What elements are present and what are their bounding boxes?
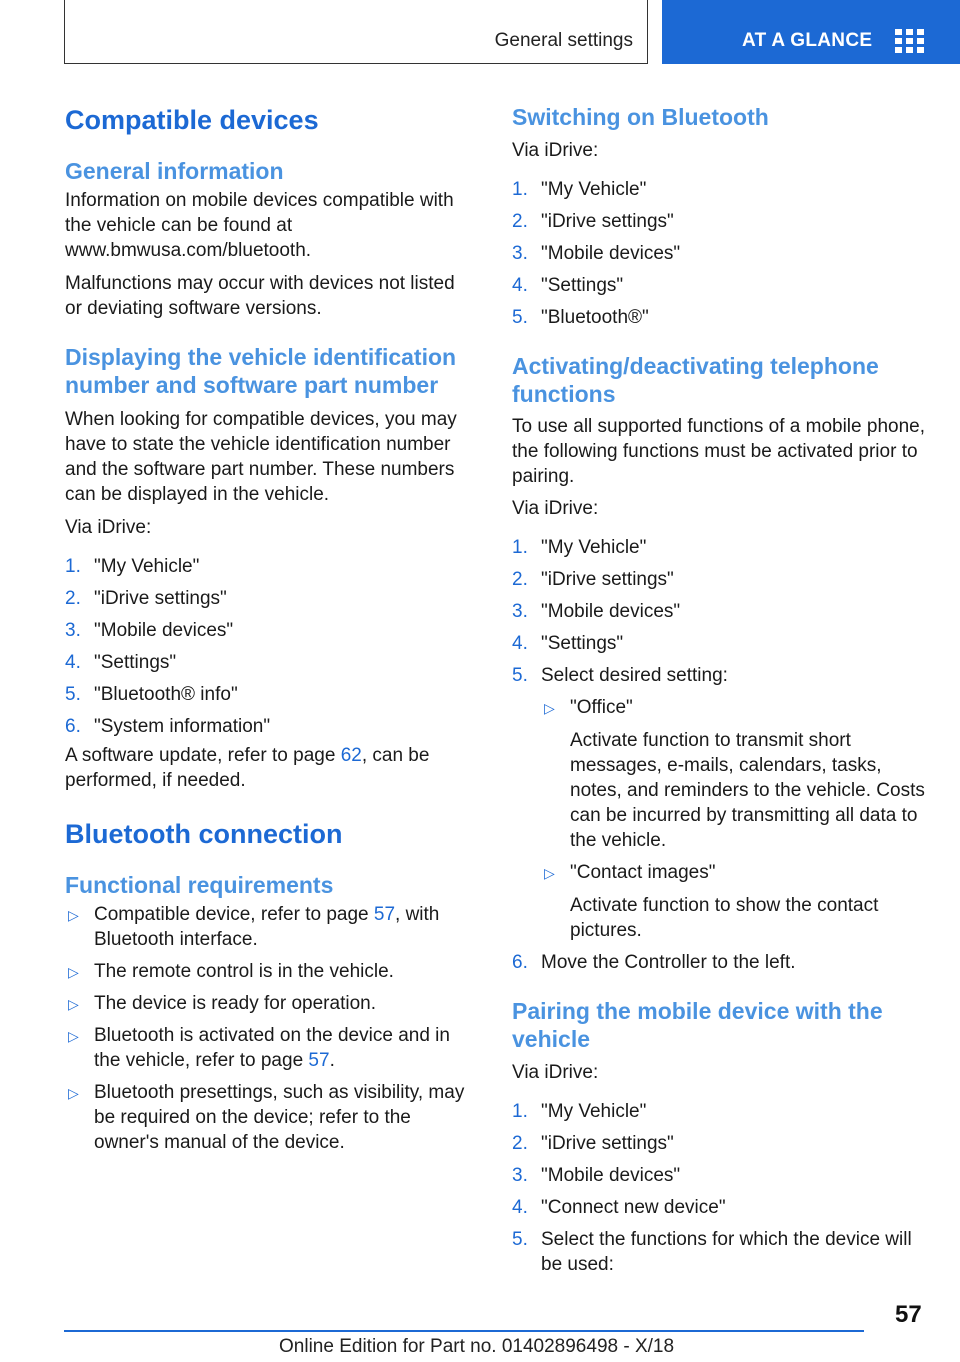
triangle-bullet-icon: ▷ xyxy=(68,1028,79,1044)
settings-sublist xyxy=(512,695,930,943)
step-number: 4. xyxy=(512,1197,528,1218)
step-text: "iDrive settings" xyxy=(94,588,227,609)
step-text: "Settings" xyxy=(541,275,624,296)
req-text: , with Bluetooth interface. xyxy=(94,904,440,950)
step-number: 2. xyxy=(512,1133,528,1154)
step-number: 3. xyxy=(65,620,81,641)
list-item xyxy=(512,599,930,624)
contact-images-description: Activate function to show the contact pictures. xyxy=(570,895,879,941)
right-column xyxy=(512,100,930,1284)
step-number: 5. xyxy=(512,1229,528,1250)
step-number: 3. xyxy=(512,601,528,622)
req-text: . xyxy=(329,1050,335,1071)
vin-heading: Displaying the vehicle identification number and software part number xyxy=(65,344,457,398)
step-number: 2. xyxy=(512,211,528,232)
requirements-list xyxy=(65,902,475,1155)
list-item xyxy=(65,586,475,611)
via-idrive-label: Via iDrive: xyxy=(512,1062,599,1083)
step-text: "Mobile devices" xyxy=(541,1165,681,1186)
step-number: 1. xyxy=(512,179,528,200)
step-text: "My Vehicle" xyxy=(94,556,200,577)
step-text: Move the Controller to the left. xyxy=(541,952,796,973)
req-text: The device is ready for operation. xyxy=(94,993,376,1014)
list-item xyxy=(65,714,475,739)
grid-icon xyxy=(895,29,925,53)
bluetooth-connection-title: Bluetooth connection xyxy=(65,819,343,849)
step-text: "Settings" xyxy=(94,652,177,673)
general-information-text: Information on mobile devices compatible with the vehicle can be found at www.bmwusa.com/bluetooth. xyxy=(65,190,454,261)
functional-requirements-heading: Functional requirements xyxy=(65,872,334,898)
list-item xyxy=(512,241,930,266)
list-item xyxy=(512,1099,930,1124)
header-section-box xyxy=(64,0,648,64)
software-update-pre: A software update, refer to page xyxy=(65,745,341,766)
step-text: "My Vehicle" xyxy=(541,1101,647,1122)
chapter-tab[interactable] xyxy=(662,0,960,64)
triangle-bullet-icon: ▷ xyxy=(544,700,555,716)
list-item xyxy=(65,959,475,984)
step-text: "My Vehicle" xyxy=(541,537,647,558)
req-text: Bluetooth presettings, such as visibility, may be required on the device; refer to the owner's manual of the device. xyxy=(94,1082,465,1153)
telephone-steps-list xyxy=(512,535,930,975)
step-text: "iDrive settings" xyxy=(541,1133,674,1154)
step-text: "Bluetooth®" xyxy=(541,307,649,328)
list-item xyxy=(512,1227,930,1277)
vin-steps-list xyxy=(65,554,475,739)
triangle-bullet-icon: ▷ xyxy=(68,907,79,923)
list-item xyxy=(512,631,930,656)
step-number: 6. xyxy=(65,716,81,737)
step-number: 3. xyxy=(512,1165,528,1186)
via-idrive-label: Via iDrive: xyxy=(512,140,599,161)
pairing-steps-list xyxy=(512,1099,930,1277)
step-text: "Mobile devices" xyxy=(541,243,681,264)
step-number: 1. xyxy=(512,1101,528,1122)
list-item xyxy=(65,902,475,952)
step-number: 4. xyxy=(512,633,528,654)
step-number: 4. xyxy=(512,275,528,296)
step-number: 2. xyxy=(65,588,81,609)
step-text: "iDrive settings" xyxy=(541,569,674,590)
list-item xyxy=(512,950,930,975)
step-number: 1. xyxy=(512,537,528,558)
list-item xyxy=(65,1080,475,1155)
pairing-heading: Pairing the mobile device with the vehicle xyxy=(512,998,883,1052)
step-text: "Connect new device" xyxy=(541,1197,726,1218)
office-description: Activate function to transmit short messages, e-mails, calendars, tasks, notes, and reminders to the vehicle. Costs can be incurred by transmitting all data to the vehicle. xyxy=(570,730,925,851)
req-text: Bluetooth is activated on the device and in the vehicle, refer to page xyxy=(94,1025,450,1071)
page-reference-link[interactable]: 57 xyxy=(308,1050,330,1071)
step-number: 3. xyxy=(512,243,528,264)
malfunctions-text: Malfunctions may occur with devices not listed or deviating software versions. xyxy=(65,273,455,319)
list-item xyxy=(512,1131,930,1156)
step-text: "Settings" xyxy=(541,633,624,654)
switching-on-bluetooth-heading: Switching on Bluetooth xyxy=(512,104,769,130)
list-item xyxy=(65,554,475,579)
list-item xyxy=(65,618,475,643)
page-reference-link[interactable]: 62 xyxy=(340,745,362,766)
step-text: Select desired setting: xyxy=(541,665,728,686)
list-item xyxy=(512,663,930,943)
step-number: 5. xyxy=(512,307,528,328)
switching-steps-list xyxy=(512,177,930,330)
page-reference-link[interactable]: 57 xyxy=(373,904,396,925)
step-number: 2. xyxy=(512,569,528,590)
step-text: "iDrive settings" xyxy=(541,211,674,232)
compatible-devices-title: Compatible devices xyxy=(65,105,319,135)
step-number: 5. xyxy=(65,684,81,705)
software-update-text xyxy=(65,743,475,793)
step-text: "My Vehicle" xyxy=(541,179,647,200)
req-text: Compatible device, refer to page xyxy=(94,904,374,925)
list-item xyxy=(512,535,930,560)
telephone-functions-text: To use all supported functions of a mobile phone, the following functions must be activated prior to pairing. xyxy=(512,416,925,487)
step-number: 5. xyxy=(512,665,528,686)
step-number: 4. xyxy=(65,652,81,673)
contact-images-label: "Contact images" xyxy=(570,862,716,883)
triangle-bullet-icon: ▷ xyxy=(68,964,79,980)
list-item xyxy=(512,273,930,298)
list-item xyxy=(512,1195,930,1220)
req-text: The remote control is in the vehicle. xyxy=(94,961,394,982)
triangle-bullet-icon: ▷ xyxy=(544,865,555,881)
triangle-bullet-icon: ▷ xyxy=(68,1085,79,1101)
edition-text: Online Edition for Part no. 01402896498 - X/18 xyxy=(279,1336,675,1357)
office-label: "Office" xyxy=(570,697,633,718)
step-text: "Mobile devices" xyxy=(94,620,234,641)
list-item xyxy=(512,209,930,234)
step-number: 6. xyxy=(512,952,528,973)
list-item xyxy=(512,1163,930,1188)
list-item xyxy=(541,695,930,853)
general-information-heading: General information xyxy=(65,158,284,184)
list-item xyxy=(512,305,930,330)
step-number: 1. xyxy=(65,556,81,577)
step-text: Select the functions for which the device will be used: xyxy=(541,1229,912,1275)
list-item xyxy=(65,650,475,675)
list-item xyxy=(65,991,475,1016)
left-column xyxy=(65,100,475,1162)
list-item xyxy=(512,567,930,592)
telephone-functions-heading: Activating/deactivating telephone functions xyxy=(512,353,879,407)
via-idrive-label: Via iDrive: xyxy=(512,498,599,519)
page-number: 57 xyxy=(895,1301,922,1328)
step-text: "Bluetooth® info" xyxy=(94,684,238,705)
software-update-post: , can be performed, if needed. xyxy=(65,745,430,791)
section-title: General settings xyxy=(494,30,633,51)
step-text: "System information" xyxy=(94,716,271,737)
list-item xyxy=(65,682,475,707)
list-item xyxy=(541,860,930,943)
via-idrive-label: Via iDrive: xyxy=(65,517,152,538)
triangle-bullet-icon: ▷ xyxy=(68,996,79,1012)
list-item xyxy=(65,1023,475,1073)
chapter-label: AT A GLANCE xyxy=(742,30,873,51)
list-item xyxy=(512,177,930,202)
step-text: "Mobile devices" xyxy=(541,601,681,622)
vin-text: When looking for compatible devices, you may have to state the vehicle identification number and the software part number. These numbers can be displayed in the vehicle. xyxy=(65,409,457,505)
footer-divider xyxy=(64,1330,864,1332)
